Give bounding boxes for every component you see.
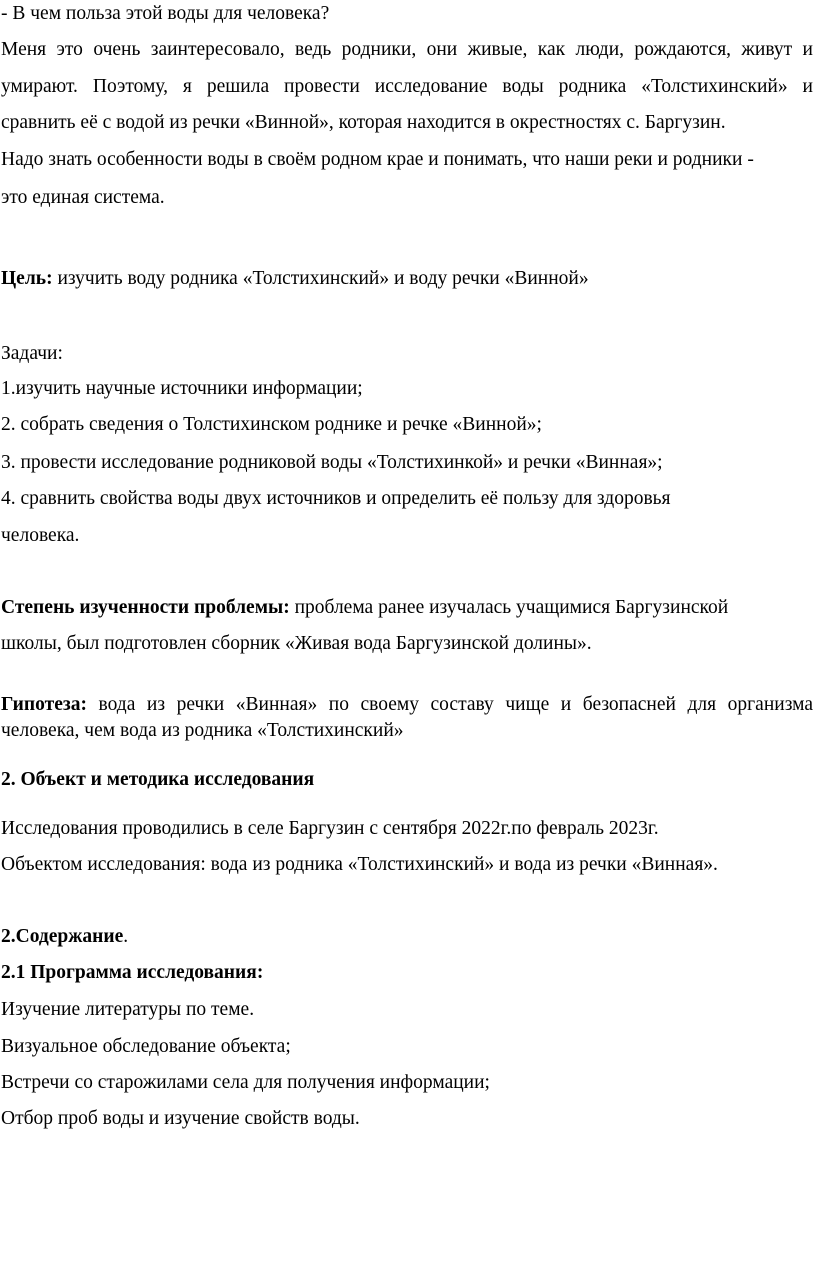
goal-label: Цель: [1,268,53,289]
task-item: 2. собрать сведения о Толстихинском роднике и речке «Винной»; [1,414,542,435]
intro-question: - В чем польза этой воды для человека? [1,3,330,24]
hypothesis-text-line: человека, чем вода из родника «Толстихинский» [1,720,404,741]
section2-line: Исследования проводились в селе Баргузин с сентября 2022г.по февраль 2023г. [1,818,659,839]
section2-line: Объектом исследования: вода из родника «Толстихинский» и вода из речки «Винная». [1,854,718,875]
hypothesis-label: Гипотеза: [1,694,87,715]
degree-label: Степень изученности проблемы: [1,597,290,618]
goal-text: изучить воду родника «Толстихинский» и воду речки «Винной» [52,268,589,289]
contents-heading: 2.Содержание. [1,926,129,947]
program-item: Отбор проб воды и изучение свойств воды. [1,1108,360,1129]
task-item: 1.изучить научные источники информации; [1,378,363,399]
program-item: Встречи со старожилами села для получения информации; [1,1072,490,1093]
degree-text-line: школы, был подготовлен сборник «Живая вода Баргузинской долины». [1,633,592,654]
intro-paragraph2-line: Надо знать особенности воды в своём родном крае и понимать, что наши реки и родники - [1,149,754,170]
goal-paragraph [1,267,589,291]
degree-paragraph [1,596,728,620]
degree-text: проблема ранее изучалась учащимися Баргузинской [289,597,729,618]
contents-subheading: 2.1 Программа исследования: [1,962,264,983]
section2-heading: 2. Объект и методика исследования [1,769,315,790]
program-item: Визуальное обследование объекта; [1,1036,291,1057]
intro-paragraph-line: сравнить её с водой из речки «Винной», которая находится в окрестностях с. Баргузин. [1,112,726,133]
hypothesis-text: вода из речки «Винная» по своему составу чище и безопасней для организма [86,694,813,715]
task-item: 3. провести исследование родниковой воды «Толстихинкой» и речки «Винная»; [1,452,663,473]
tasks-heading: Задачи: [1,343,63,364]
intro-paragraph2-line: это единая система. [1,187,165,208]
hypothesis-paragraph [1,693,813,717]
intro-paragraph-line: умирают. Поэтому, я решила провести исследование воды родника «Толстихинский» и [1,76,813,97]
task-item: 4. сравнить свойства воды двух источников и определить её пользу для здоровья [1,488,671,509]
program-item: Изучение литературы по теме. [1,999,255,1020]
intro-paragraph-line: Меня это очень заинтересовало, ведь родники, они живые, как люди, рождаются, живут и [1,39,813,60]
task-item-continuation: человека. [1,525,80,546]
